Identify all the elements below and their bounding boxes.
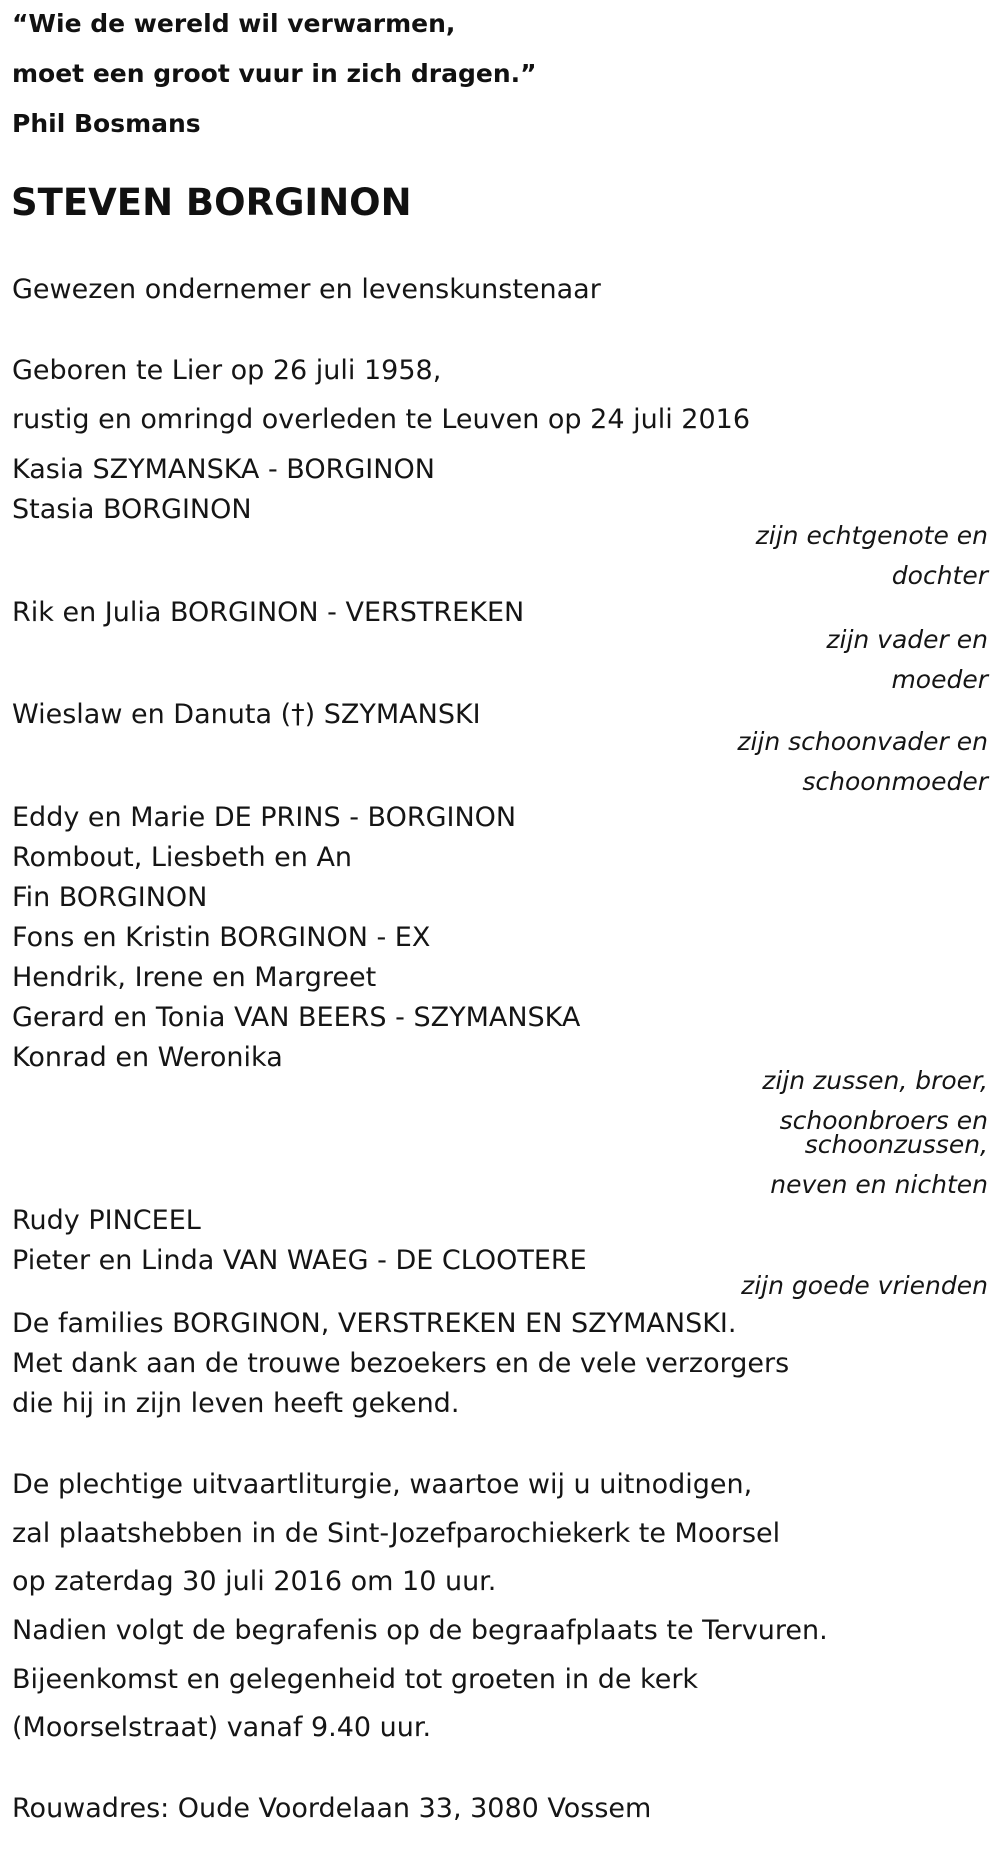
mourning-address: Rouwadres: Oude Voordelaan 33, 3080 Vossem (12, 1793, 652, 1824)
funeral-line: De plechtige uitvaartliturgie, waartoe wij u uitnodigen, (12, 1469, 753, 1500)
relation-label: zijn vader en (826, 625, 988, 654)
relation-label: schoonzussen, (804, 1130, 988, 1159)
relation-label: zijn goede vrienden (741, 1271, 988, 1300)
death-line: rustig en omringd overleden te Leuven op 24 juli 2016 (12, 404, 751, 435)
family-member: Gerard en Tonia VAN BEERS - SZYMANSKA (12, 1002, 581, 1033)
family-member: Konrad en Weronika (12, 1042, 283, 1073)
family-member: Pieter en Linda VAN WAEG - DE CLOOTERE (12, 1245, 587, 1276)
relation-label: neven en nichten (770, 1170, 988, 1199)
relation-label: zijn zussen, broer, (762, 1066, 988, 1095)
relation-label: zijn schoonvader en (737, 727, 988, 756)
funeral-line: (Moorselstraat) vanaf 9.40 uur. (12, 1712, 432, 1743)
funeral-line: Nadien volgt de begrafenis op de begraafplaats te Tervuren. (12, 1615, 828, 1646)
closing-line: De families BORGINON, VERSTREKEN EN SZYMANSKI. (12, 1308, 737, 1339)
family-member: Rik en Julia BORGINON - VERSTREKEN (12, 597, 525, 628)
family-member: Rudy PINCEEL (12, 1205, 201, 1236)
funeral-line: zal plaatshebben in de Sint-Jozefparochiekerk te Moorsel (12, 1518, 781, 1549)
family-member: Fons en Kristin BORGINON - EX (12, 922, 431, 953)
closing-line: die hij in zijn leven heeft gekend. (12, 1388, 460, 1419)
family-member: Wieslaw en Danuta (†) SZYMANSKI (12, 699, 481, 730)
deceased-name: STEVEN BORGINON (11, 181, 412, 224)
family-member: Rombout, Liesbeth en An (12, 842, 353, 873)
closing-line: Met dank aan de trouwe bezoekers en de vele verzorgers (12, 1348, 790, 1379)
relation-label: schoonbroers en (779, 1106, 988, 1135)
deceased-description: Gewezen ondernemer en levenskunstenaar (12, 274, 601, 305)
family-member: Stasia BORGINON (12, 494, 252, 525)
funeral-line: op zaterdag 30 juli 2016 om 10 uur. (12, 1566, 497, 1597)
relation-label: dochter (891, 561, 988, 590)
family-member: Fin BORGINON (12, 882, 208, 913)
quote-line-2: moet een groot vuur in zich dragen.” (12, 59, 537, 88)
relation-label: zijn echtgenote en (755, 521, 988, 550)
quote-line-1: “Wie de wereld wil verwarmen, (12, 9, 456, 38)
relation-label: schoonmoeder (802, 767, 988, 796)
family-member: Eddy en Marie DE PRINS - BORGINON (12, 802, 517, 833)
quote-author: Phil Bosmans (12, 109, 201, 138)
funeral-line: Bijeenkomst en gelegenheid tot groeten in de kerk (12, 1664, 699, 1695)
birth-line: Geboren te Lier op 26 juli 1958, (12, 355, 442, 386)
relation-label: moeder (891, 665, 988, 694)
family-member: Hendrik, Irene en Margreet (12, 962, 377, 993)
family-member: Kasia SZYMANSKA - BORGINON (12, 454, 435, 485)
